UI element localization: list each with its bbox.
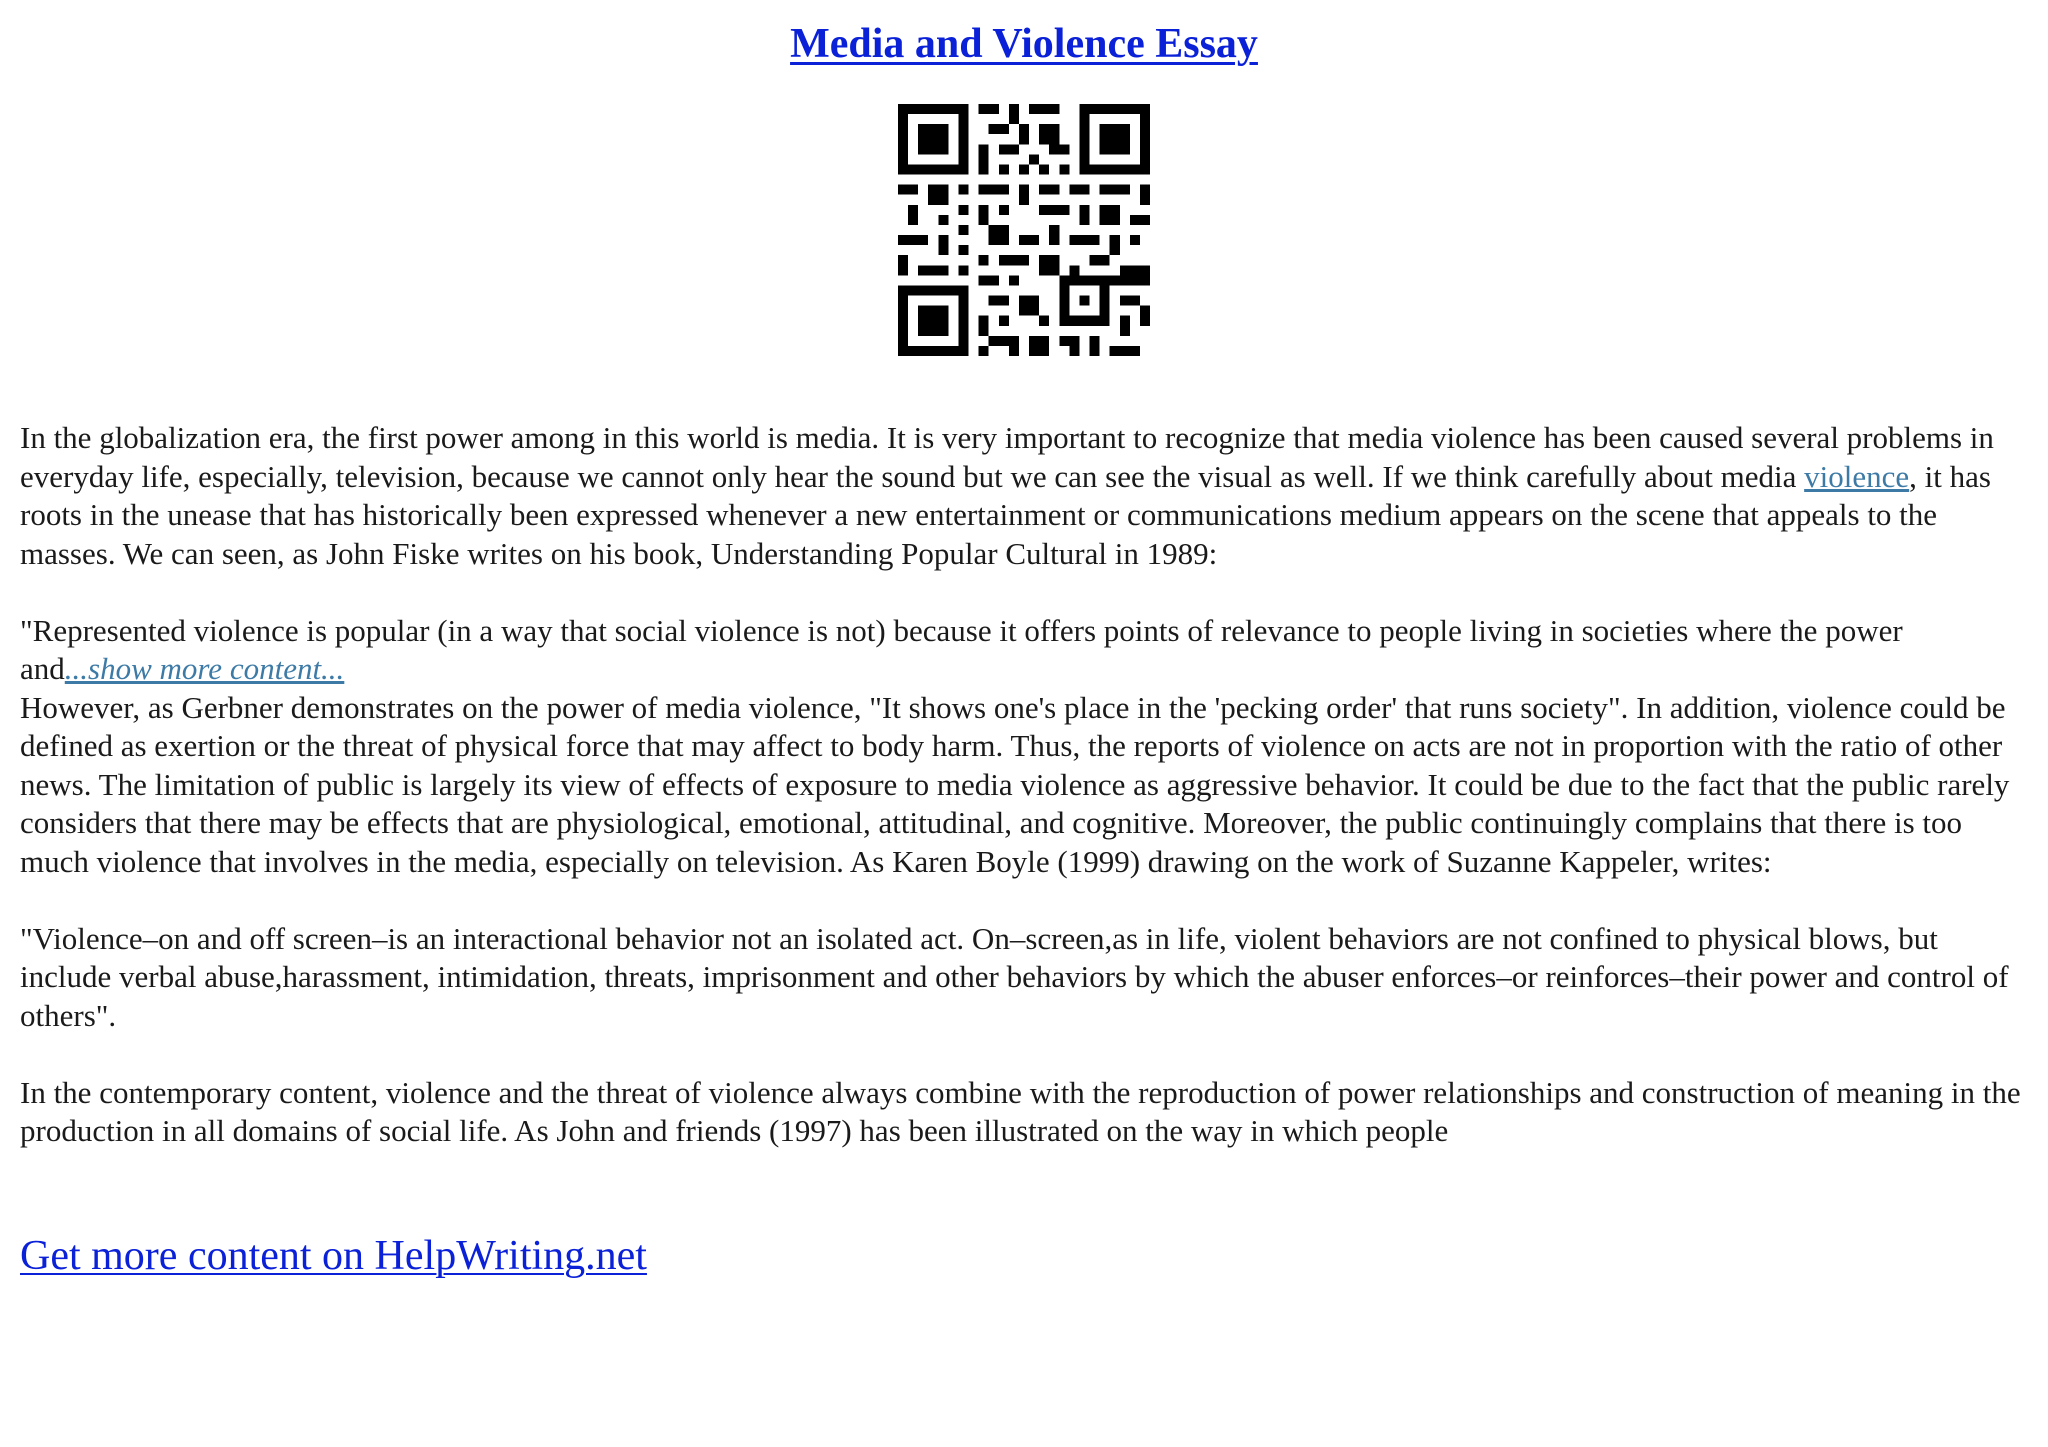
show-more-link[interactable]: ...show more content... xyxy=(64,651,345,686)
paragraph-intro xyxy=(20,419,2030,573)
title-link[interactable]: Media and Violence Essay xyxy=(790,21,1258,67)
qr-code-icon xyxy=(898,104,1150,356)
quote-fiske xyxy=(20,612,2030,689)
essay-body xyxy=(20,419,2030,1151)
violence-link[interactable]: violence xyxy=(1804,458,1910,494)
paragraph-gap xyxy=(20,881,2030,920)
quote-boyle: "Violence–on and off screen–is an interactional behavior not an isolated act. On–screen,as in life, violent behaviors are not confined to physical blows, but include verbal abuse,harassment, intimidation, threats, imprisonment and other behaviors by which the abuser enforces–or reinforces–their power and control of others". xyxy=(20,920,2009,1033)
page-title xyxy=(0,16,2048,72)
paragraph-gap xyxy=(20,573,2030,612)
paragraph-gerbner: However, as Gerbner demonstrates on the power of media violence, "It shows one's place in the 'pecking order' that runs society". In addition, violence could be defined as exertion or the threat of physical force that may affect to body harm. Thus, the reports of violence on acts are not in proportion with the ratio of other news. The limitation of public is largely its view of effects of exposure to media violence as aggressive behavior. It could be due to the fact that the public rarely considers that there may be effects that are physiological, emotional, attitudinal, and cognitive. Moreover, the public continuingly complains that there is too much violence that involves in the media, especially on television. As Karen Boyle (1999) drawing on the work of Suzanne Kappeler, writes: xyxy=(20,689,2010,879)
paragraph-gap xyxy=(20,1035,2030,1074)
paragraph-intro-text-start: In the globalization era, the first power among in this world is media. It is very important to recognize that media violence has been caused several problems in everyday life, especially, television, because we cannot only hear the sound but we can see the visual as well. If we think carefully about media xyxy=(20,420,1994,494)
get-more-content-link[interactable]: Get more content on HelpWriting.net xyxy=(20,1233,647,1279)
quote-fiske-text: "Represented violence is popular (in a way that social violence is not) because it offers points of relevance to people living in societies where the power and xyxy=(20,612,1903,686)
paragraph-contemporary: In the contemporary content, violence and the threat of violence always combine with the reproduction of power relationships and construction of meaning in the production in all domains of social life. As John and friends (1997) has been illustrated on the way in which people xyxy=(20,1074,2021,1148)
paragraph-intro-text-end: , it has roots in the unease that has historically been expressed whenever a new entertainment or communications medium appears on the scene that appeals to the masses. We can seen, as John Fiske writes on his book, Understanding Popular Cultural in 1989: xyxy=(20,458,1991,571)
